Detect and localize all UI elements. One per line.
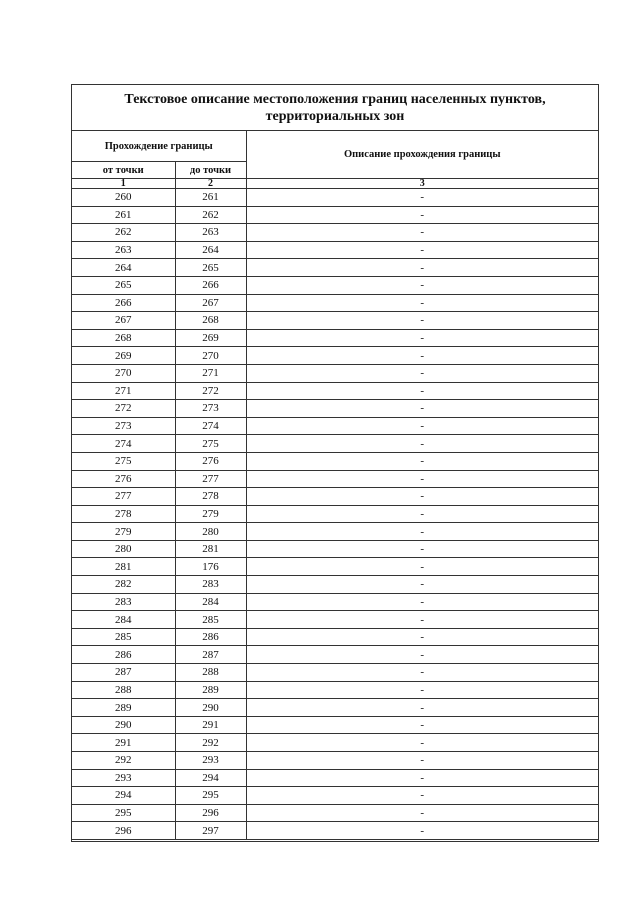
to-cell: 280 [175,523,246,541]
description-cell: - [246,312,598,330]
table-row [72,558,598,576]
from-cell: 280 [72,540,175,558]
table-row [72,752,598,770]
from-cell: 282 [72,576,175,594]
to-cell: 262 [175,206,246,224]
from-cell: 284 [72,611,175,629]
from-cell: 292 [72,752,175,770]
from-cell: 265 [72,276,175,294]
table-row [72,769,598,787]
from-cell: 266 [72,294,175,312]
description-cell: - [246,505,598,523]
to-cell: 275 [175,435,246,453]
description-cell: - [246,593,598,611]
to-cell: 290 [175,699,246,717]
table-row [72,804,598,822]
from-cell: 286 [72,646,175,664]
table-row [72,224,598,242]
description-cell: - [246,189,598,207]
description-cell: - [246,664,598,682]
description-cell: - [246,417,598,435]
description-cell: - [246,452,598,470]
description-cell: - [246,329,598,347]
table-row [72,382,598,400]
table-row [72,716,598,734]
description-cell: - [246,488,598,506]
table-row [72,364,598,382]
to-cell: 293 [175,752,246,770]
from-cell: 262 [72,224,175,242]
to-cell: 276 [175,452,246,470]
to-cell: 295 [175,787,246,805]
table-row [72,189,598,207]
table-row [72,470,598,488]
from-cell: 264 [72,259,175,277]
table-row [72,664,598,682]
from-cell: 288 [72,681,175,699]
column-number-3: 3 [246,179,598,189]
from-cell: 275 [72,452,175,470]
description-cell: - [246,787,598,805]
to-cell: 285 [175,611,246,629]
to-cell: 297 [175,822,246,840]
group-header: Прохождение границы [72,131,246,162]
from-cell: 271 [72,382,175,400]
from-cell: 283 [72,593,175,611]
table-row [72,523,598,541]
table-row [72,540,598,558]
table-body [72,189,598,840]
from-cell: 277 [72,488,175,506]
to-cell: 176 [175,558,246,576]
boundary-table [72,131,598,840]
to-cell: 292 [175,734,246,752]
from-cell: 289 [72,699,175,717]
description-cell: - [246,576,598,594]
description-header: Описание прохождения границы [246,131,598,179]
table-row [72,259,598,277]
to-header: до точки [175,162,246,179]
from-cell: 294 [72,787,175,805]
to-cell: 286 [175,628,246,646]
to-cell: 294 [175,769,246,787]
description-cell: - [246,347,598,365]
from-cell: 295 [72,804,175,822]
from-header: от точки [72,162,175,179]
description-cell: - [246,628,598,646]
from-cell: 270 [72,364,175,382]
from-cell: 281 [72,558,175,576]
description-cell: - [246,734,598,752]
description-cell: - [246,558,598,576]
to-cell: 287 [175,646,246,664]
table-row [72,206,598,224]
description-cell: - [246,224,598,242]
description-cell: - [246,470,598,488]
from-cell: 272 [72,400,175,418]
to-cell: 274 [175,417,246,435]
table-row [72,576,598,594]
description-cell: - [246,294,598,312]
description-cell: - [246,611,598,629]
table-row [72,241,598,259]
title-line-2: территориальных зон [265,109,405,124]
to-cell: 272 [175,382,246,400]
table-row [72,822,598,840]
table-row [72,417,598,435]
table-row [72,593,598,611]
from-cell: 260 [72,189,175,207]
description-cell: - [246,769,598,787]
description-cell: - [246,400,598,418]
table-row [72,734,598,752]
to-cell: 291 [175,716,246,734]
description-cell: - [246,716,598,734]
to-cell: 281 [175,540,246,558]
table-header [72,131,598,189]
description-cell: - [246,540,598,558]
table-row [72,435,598,453]
description-cell: - [246,646,598,664]
description-cell: - [246,241,598,259]
table-row [72,611,598,629]
description-cell: - [246,523,598,541]
table-row [72,452,598,470]
description-cell: - [246,822,598,840]
column-number-1: 1 [72,179,175,189]
to-cell: 271 [175,364,246,382]
to-cell: 289 [175,681,246,699]
from-cell: 287 [72,664,175,682]
from-cell: 269 [72,347,175,365]
from-cell: 276 [72,470,175,488]
table-row [72,646,598,664]
description-cell: - [246,276,598,294]
from-cell: 291 [72,734,175,752]
to-cell: 261 [175,189,246,207]
table-row [72,294,598,312]
to-cell: 269 [175,329,246,347]
document-title [72,85,598,131]
from-cell: 267 [72,312,175,330]
from-cell: 268 [72,329,175,347]
to-cell: 296 [175,804,246,822]
to-cell: 278 [175,488,246,506]
from-cell: 296 [72,822,175,840]
description-cell: - [246,364,598,382]
to-cell: 264 [175,241,246,259]
table-row [72,787,598,805]
title-line-1: Текстовое описание местоположения границ населенных пунктов, [124,92,546,107]
description-cell: - [246,752,598,770]
description-cell: - [246,435,598,453]
table-row [72,699,598,717]
to-cell: 279 [175,505,246,523]
from-cell: 273 [72,417,175,435]
from-cell: 293 [72,769,175,787]
to-cell: 283 [175,576,246,594]
table-row [72,329,598,347]
table-row [72,488,598,506]
description-cell: - [246,382,598,400]
to-cell: 270 [175,347,246,365]
from-cell: 261 [72,206,175,224]
to-cell: 267 [175,294,246,312]
to-cell: 277 [175,470,246,488]
from-cell: 274 [72,435,175,453]
description-cell: - [246,259,598,277]
to-cell: 263 [175,224,246,242]
to-cell: 266 [175,276,246,294]
document-sheet [71,84,599,842]
column-number-2: 2 [175,179,246,189]
description-cell: - [246,804,598,822]
from-cell: 285 [72,628,175,646]
description-cell: - [246,681,598,699]
to-cell: 288 [175,664,246,682]
from-cell: 278 [72,505,175,523]
to-cell: 268 [175,312,246,330]
table-row [72,681,598,699]
table-row [72,276,598,294]
table-row [72,347,598,365]
table-row [72,628,598,646]
table-row [72,312,598,330]
to-cell: 265 [175,259,246,277]
to-cell: 284 [175,593,246,611]
table-row [72,505,598,523]
description-cell: - [246,699,598,717]
from-cell: 290 [72,716,175,734]
to-cell: 273 [175,400,246,418]
description-cell: - [246,206,598,224]
from-cell: 279 [72,523,175,541]
table-row [72,400,598,418]
from-cell: 263 [72,241,175,259]
